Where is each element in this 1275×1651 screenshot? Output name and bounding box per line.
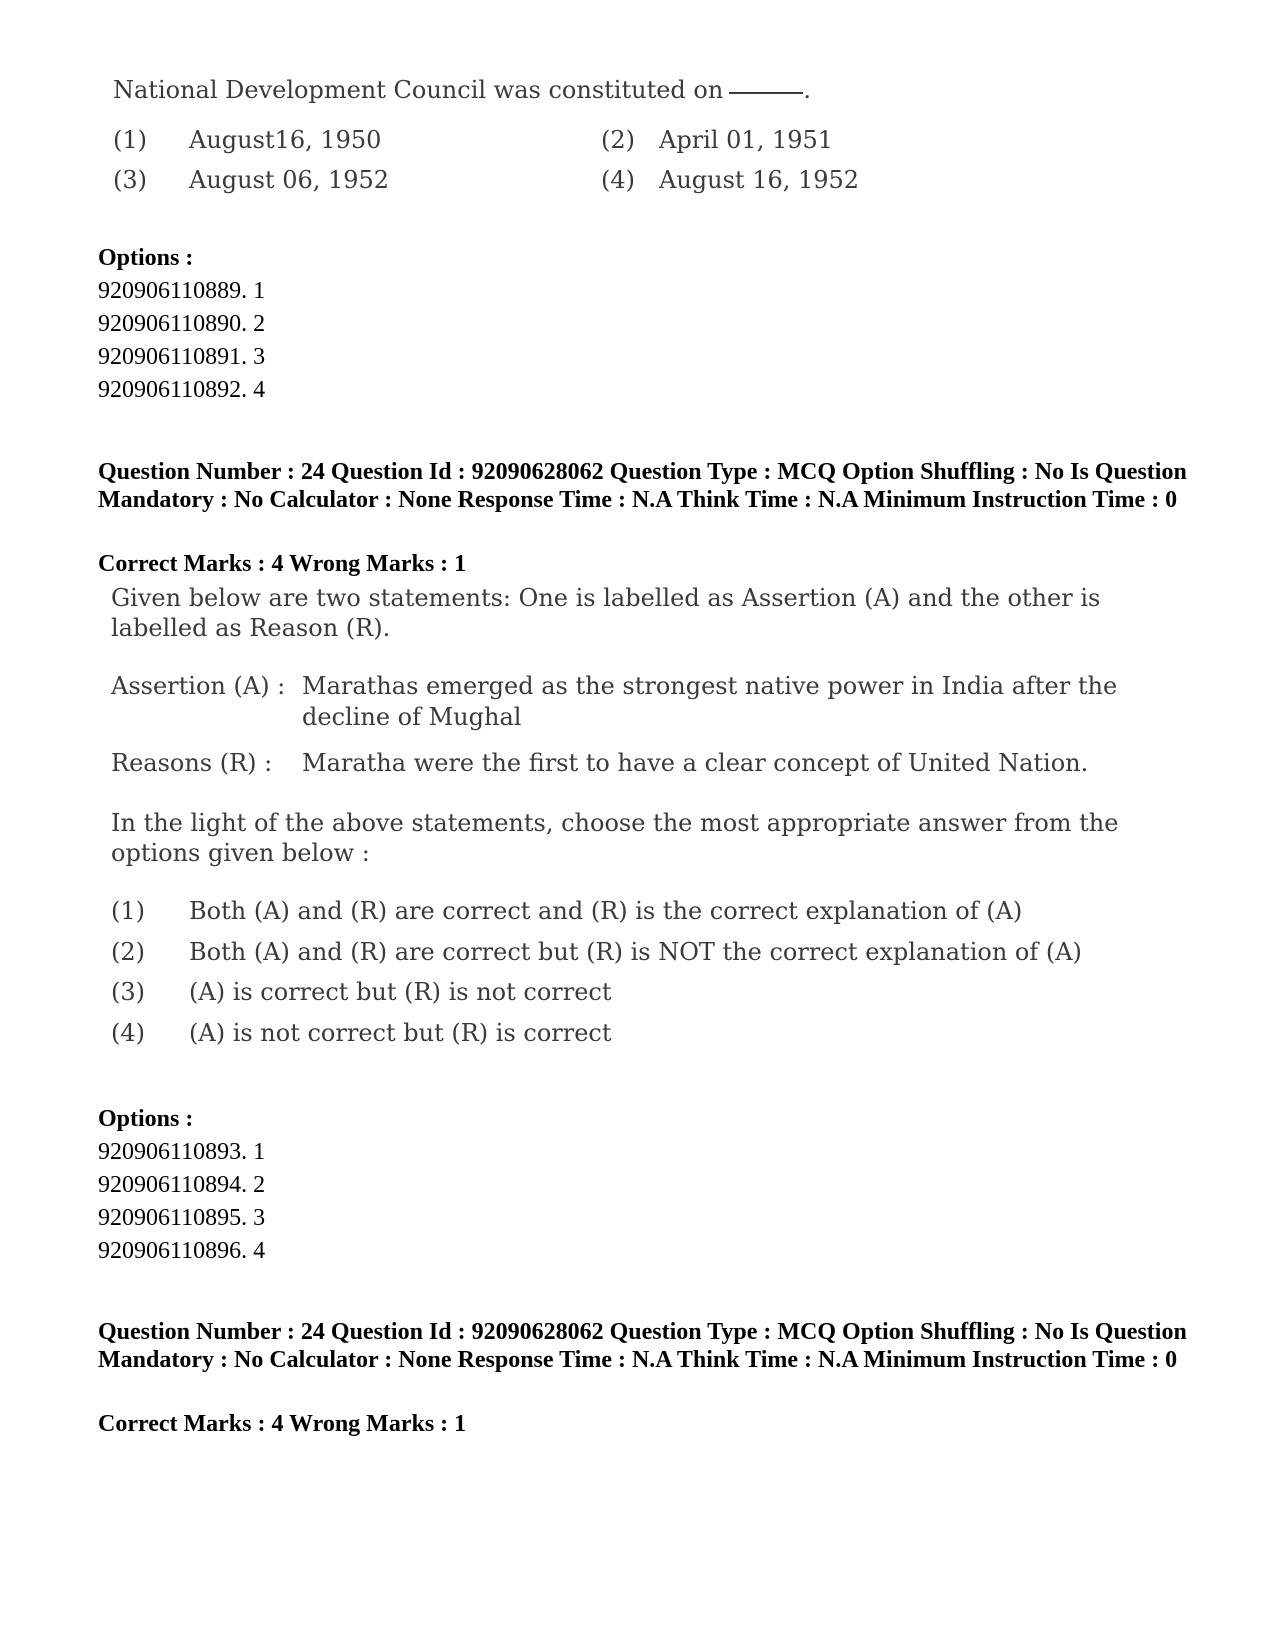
choice-number: (1): [113, 126, 147, 154]
choice-number: (1): [111, 897, 145, 925]
choice-text: August16, 1950: [189, 126, 382, 154]
options-block: [98, 242, 265, 407]
options-label: Options :: [98, 245, 194, 271]
reason-label: Reasons (R) :: [111, 749, 273, 777]
instruction-line: options given below :: [111, 839, 370, 867]
choice-text: April 01, 1951: [659, 126, 834, 154]
assertion-label: Assertion (A) :: [111, 672, 286, 700]
question-stem: [113, 76, 811, 104]
question-stem-text: National Development Council was constituted on: [113, 76, 724, 104]
reason-text: Maratha were the first to have a clear concept of United Nation.: [302, 749, 1089, 777]
option-id: 920906110890. 2: [98, 311, 266, 337]
options-block: [98, 1103, 265, 1268]
choice-number: (4): [601, 166, 635, 194]
option-id: 920906110889. 1: [98, 278, 266, 304]
intro-line: Given below are two statements: One is labelled as Assertion (A) and the other is: [111, 584, 1101, 612]
choice-number: (2): [601, 126, 635, 154]
question-stem-end: .: [803, 76, 811, 104]
choice-text: (A) is correct but (R) is not correct: [189, 978, 612, 1006]
option-id: 920906110893. 1: [98, 1139, 266, 1165]
option-id: 920906110894. 2: [98, 1172, 266, 1198]
question-meta: Question Number : 24 Question Id : 92090628062 Question Type : MCQ Option Shuffling : No Is Question Mandatory : No Calculator : None Response Time : N.A Think Time : N.A Minimum Instruction Time : 0: [98, 459, 1187, 513]
choice-number: (4): [111, 1019, 145, 1047]
option-id: 920906110895. 3: [98, 1205, 266, 1231]
choice-text: August 16, 1952: [659, 166, 860, 194]
question-meta: Question Number : 24 Question Id : 92090628062 Question Type : MCQ Option Shuffling : No Is Question Mandatory : No Calculator : None Response Time : N.A Think Time : N.A Minimum Instruction Time : 0: [98, 1319, 1187, 1373]
choice-text: August 06, 1952: [189, 166, 390, 194]
question-image-2: [0, 584, 1275, 1080]
answer-blank: [729, 92, 803, 94]
option-id: 920906110891. 3: [98, 344, 266, 370]
instruction-line: In the light of the above statements, choose the most appropriate answer from the: [111, 809, 1119, 837]
marks-line: Correct Marks : 4 Wrong Marks : 1: [98, 1411, 467, 1437]
choice-number: (3): [113, 166, 147, 194]
marks-line: Correct Marks : 4 Wrong Marks : 1: [98, 551, 467, 577]
intro-line: labelled as Reason (R).: [111, 614, 391, 642]
choice-number: (3): [111, 978, 145, 1006]
option-id: 920906110892. 4: [98, 377, 266, 403]
question-image-1: [0, 0, 1275, 220]
choice-text: (A) is not correct but (R) is correct: [189, 1019, 612, 1047]
assertion-text: Marathas emerged as the strongest native power in India after the: [302, 672, 1118, 700]
choice-number: (2): [111, 938, 145, 966]
option-id: 920906110896. 4: [98, 1238, 266, 1264]
assertion-text: decline of Mughal: [302, 703, 522, 731]
choice-text: Both (A) and (R) are correct but (R) is NOT the correct explanation of (A): [189, 938, 1082, 966]
choice-text: Both (A) and (R) are correct and (R) is the correct explanation of (A): [189, 897, 1023, 925]
options-label: Options :: [98, 1106, 194, 1132]
